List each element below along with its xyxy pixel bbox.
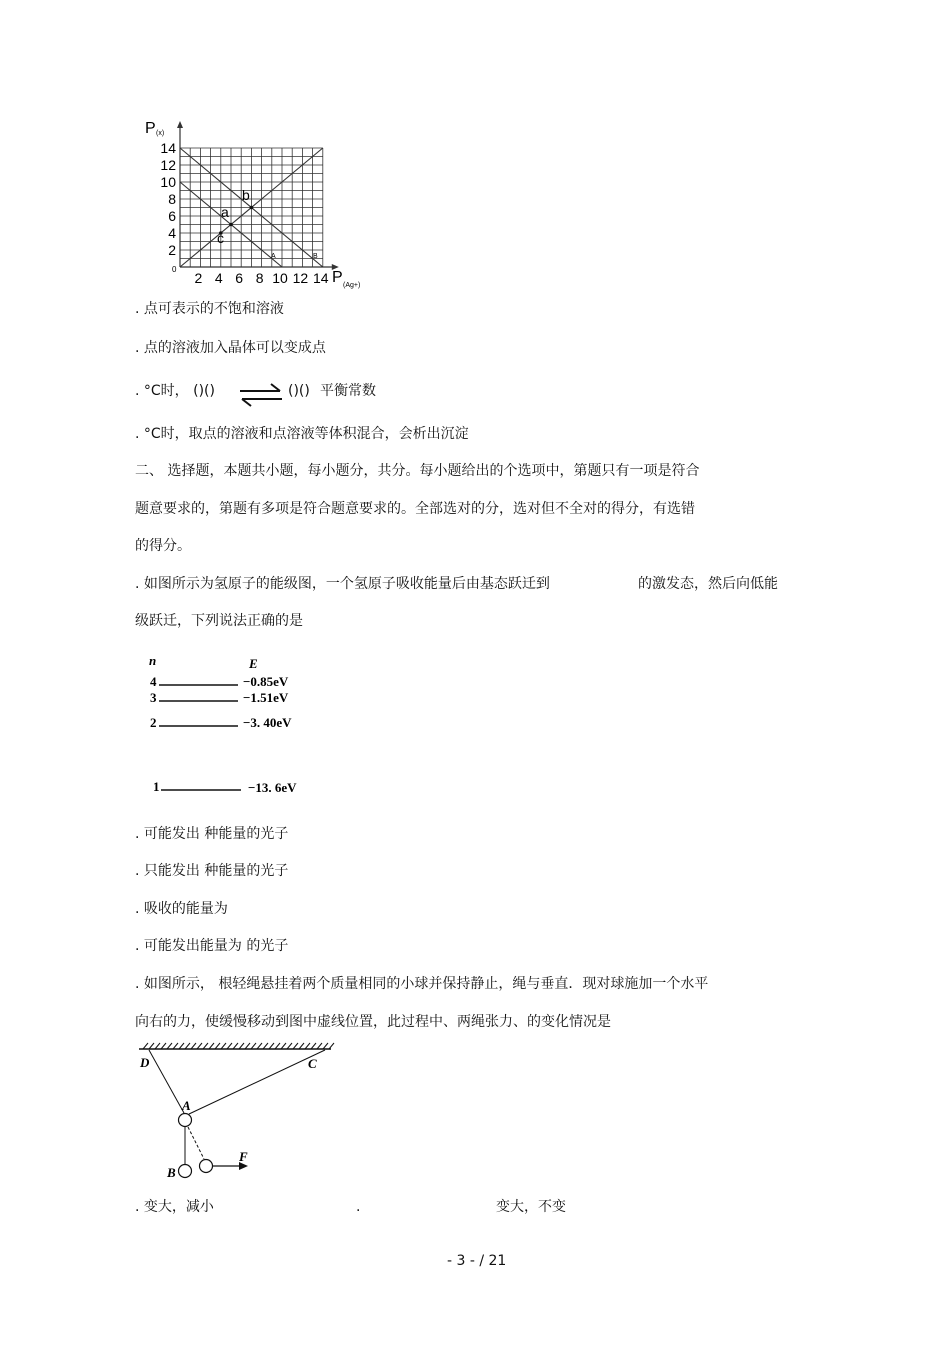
pendulum-diagram bbox=[135, 1040, 350, 1185]
ceiling-hatch bbox=[275, 1043, 280, 1049]
ceiling-hatch bbox=[215, 1043, 220, 1049]
solubility-chart bbox=[135, 115, 375, 295]
ceiling-hatch bbox=[281, 1043, 286, 1049]
label-D: D bbox=[140, 1055, 150, 1070]
ceiling-hatch bbox=[233, 1043, 238, 1049]
ceiling-hatch bbox=[209, 1043, 214, 1049]
x-axis-label: P bbox=[332, 269, 343, 286]
ceiling-hatch bbox=[143, 1043, 148, 1049]
page-number: - 3 - / 21 bbox=[447, 1253, 507, 1269]
e-header: E bbox=[249, 656, 258, 671]
point-b bbox=[250, 206, 254, 210]
x-tick-label: 4 bbox=[214, 270, 223, 286]
ceiling-hatch bbox=[179, 1043, 184, 1049]
q1-stem-line-1: . 如图所示为氢原子的能级图，一个氢原子吸收能量后由基态跃迁到 bbox=[135, 576, 550, 592]
q2-stem-line-1: . 如图所示， 根轻绳悬挂着两个质量相同的小球并保持静止，绳与垂直．现对球施加一个水平 bbox=[135, 976, 709, 992]
label-C: C bbox=[308, 1056, 317, 1071]
q2-option-b-dot: . bbox=[356, 1199, 361, 1215]
prev-option-c-mid: ()() bbox=[288, 383, 310, 399]
prev-option-d: . °C时，取点的溶液和点溶液等体积混合，会析出沉淀 bbox=[135, 426, 469, 442]
y-axis-arrow-icon bbox=[177, 121, 183, 128]
label-A: A bbox=[182, 1098, 191, 1113]
y-tick-label: 12 bbox=[160, 157, 176, 173]
ceiling-hatch bbox=[167, 1043, 172, 1049]
ceiling-hatch bbox=[329, 1043, 334, 1049]
ceiling-hatch bbox=[293, 1043, 298, 1049]
ceiling-hatch bbox=[317, 1043, 322, 1049]
level-e-3: −1.51eV bbox=[243, 690, 289, 705]
point-label-c: c bbox=[217, 230, 224, 246]
y-tick-label: 6 bbox=[168, 208, 176, 224]
level-n-1: 1 bbox=[153, 779, 160, 794]
ceiling-hatch bbox=[251, 1043, 256, 1049]
q1-option-a: . 可能发出 种能量的光子 bbox=[135, 826, 289, 842]
level-n-2: 2 bbox=[150, 715, 157, 730]
ceiling-hatch bbox=[191, 1043, 196, 1049]
origin-label: 0 bbox=[172, 265, 177, 274]
prev-option-a: . 点可表示的不饱和溶液 bbox=[135, 301, 284, 317]
q1-option-b: . 只能发出 种能量的光子 bbox=[135, 863, 289, 879]
n-header: n bbox=[149, 653, 157, 668]
section-heading-line-2: 题意要求的，第题有多项是符合题意要求的。全部选对的分，选对但不全对的得分，有选错 bbox=[135, 501, 695, 517]
equilibrium-arrow-icon bbox=[238, 380, 284, 410]
section-heading-line-3: 的得分。 bbox=[135, 538, 191, 554]
y-axis-sub: (x) bbox=[156, 130, 165, 137]
level-e-1: −13. 6eV bbox=[248, 780, 297, 795]
ceiling-hatch bbox=[287, 1043, 292, 1049]
x-tick-label: 12 bbox=[292, 270, 309, 286]
q1-option-c: . 吸收的能量为 bbox=[135, 901, 228, 917]
ceiling-hatch bbox=[173, 1043, 178, 1049]
line-label-A: A bbox=[271, 253, 276, 260]
y-tick-label: 2 bbox=[168, 242, 176, 258]
level-n-3: 3 bbox=[150, 690, 157, 705]
energy-level-diagram bbox=[145, 650, 325, 805]
level-e-4: −0.85eV bbox=[243, 674, 289, 689]
x-tick-label: 14 bbox=[313, 270, 329, 286]
ceiling-hatch bbox=[197, 1043, 202, 1049]
ceiling-hatch bbox=[185, 1043, 190, 1049]
ceiling-hatch bbox=[323, 1043, 328, 1049]
ceiling-hatch bbox=[311, 1043, 316, 1049]
point-label-a: a bbox=[221, 204, 229, 220]
x-tick-label: 10 bbox=[272, 270, 288, 286]
y-axis-label: P bbox=[145, 120, 156, 137]
y-tick-label: 8 bbox=[168, 191, 176, 207]
line-label-B: B bbox=[313, 253, 318, 260]
prev-option-c-post: 平衡常数 bbox=[320, 383, 376, 399]
prev-option-c: . °C时， ()() bbox=[135, 383, 215, 399]
q2-option-b: 变大，不变 bbox=[496, 1199, 566, 1215]
level-n-4: 4 bbox=[150, 674, 157, 689]
ceiling-hatch bbox=[155, 1043, 160, 1049]
ceiling-hatch bbox=[299, 1043, 304, 1049]
ceiling-hatch bbox=[305, 1043, 310, 1049]
x-tick-label: 2 bbox=[194, 270, 203, 286]
y-tick-label: 14 bbox=[160, 140, 176, 156]
ceiling-hatch bbox=[269, 1043, 274, 1049]
label-F: F bbox=[239, 1149, 248, 1164]
level-e-2: −3. 40eV bbox=[243, 715, 292, 730]
prev-option-b: . 点的溶液加入晶体可以变成点 bbox=[135, 340, 326, 356]
ceiling-hatch bbox=[257, 1043, 262, 1049]
ceiling-hatch bbox=[221, 1043, 226, 1049]
point-a bbox=[229, 223, 233, 227]
ceiling-hatch bbox=[227, 1043, 232, 1049]
ceiling-hatch bbox=[245, 1043, 250, 1049]
label-B: B bbox=[167, 1165, 176, 1180]
q2-stem-line-2: 向右的力，使缓慢移动到图中虚线位置，此过程中、两绳张力、的变化情况是 bbox=[135, 1014, 611, 1030]
x-tick-label: 8 bbox=[255, 270, 264, 286]
ceiling-hatch bbox=[161, 1043, 166, 1049]
y-tick-label: 4 bbox=[168, 225, 176, 241]
ceiling-hatch bbox=[203, 1043, 208, 1049]
q1-stem-line-2: 级跃迁，下列说法正确的是 bbox=[135, 613, 303, 629]
ceiling-hatch bbox=[149, 1043, 154, 1049]
section-heading-line-1: 二、 选择题，本题共小题，每小题分，共分。每小题给出的个选项中，第题只有一项是符合 bbox=[135, 463, 700, 479]
q1-option-d: . 可能发出能量为 的光子 bbox=[135, 938, 289, 954]
q1-stem-line-1b: 的激发态，然后向低能 bbox=[638, 576, 778, 592]
ceiling-hatch bbox=[239, 1043, 244, 1049]
x-tick-label: 6 bbox=[235, 270, 244, 286]
y-tick-label: 10 bbox=[160, 174, 176, 190]
point-label-b: b bbox=[242, 187, 250, 203]
x-axis-sub: (Ag+) bbox=[343, 282, 361, 289]
q2-option-a: . 变大，减小 bbox=[135, 1199, 214, 1215]
ceiling-hatch bbox=[263, 1043, 268, 1049]
